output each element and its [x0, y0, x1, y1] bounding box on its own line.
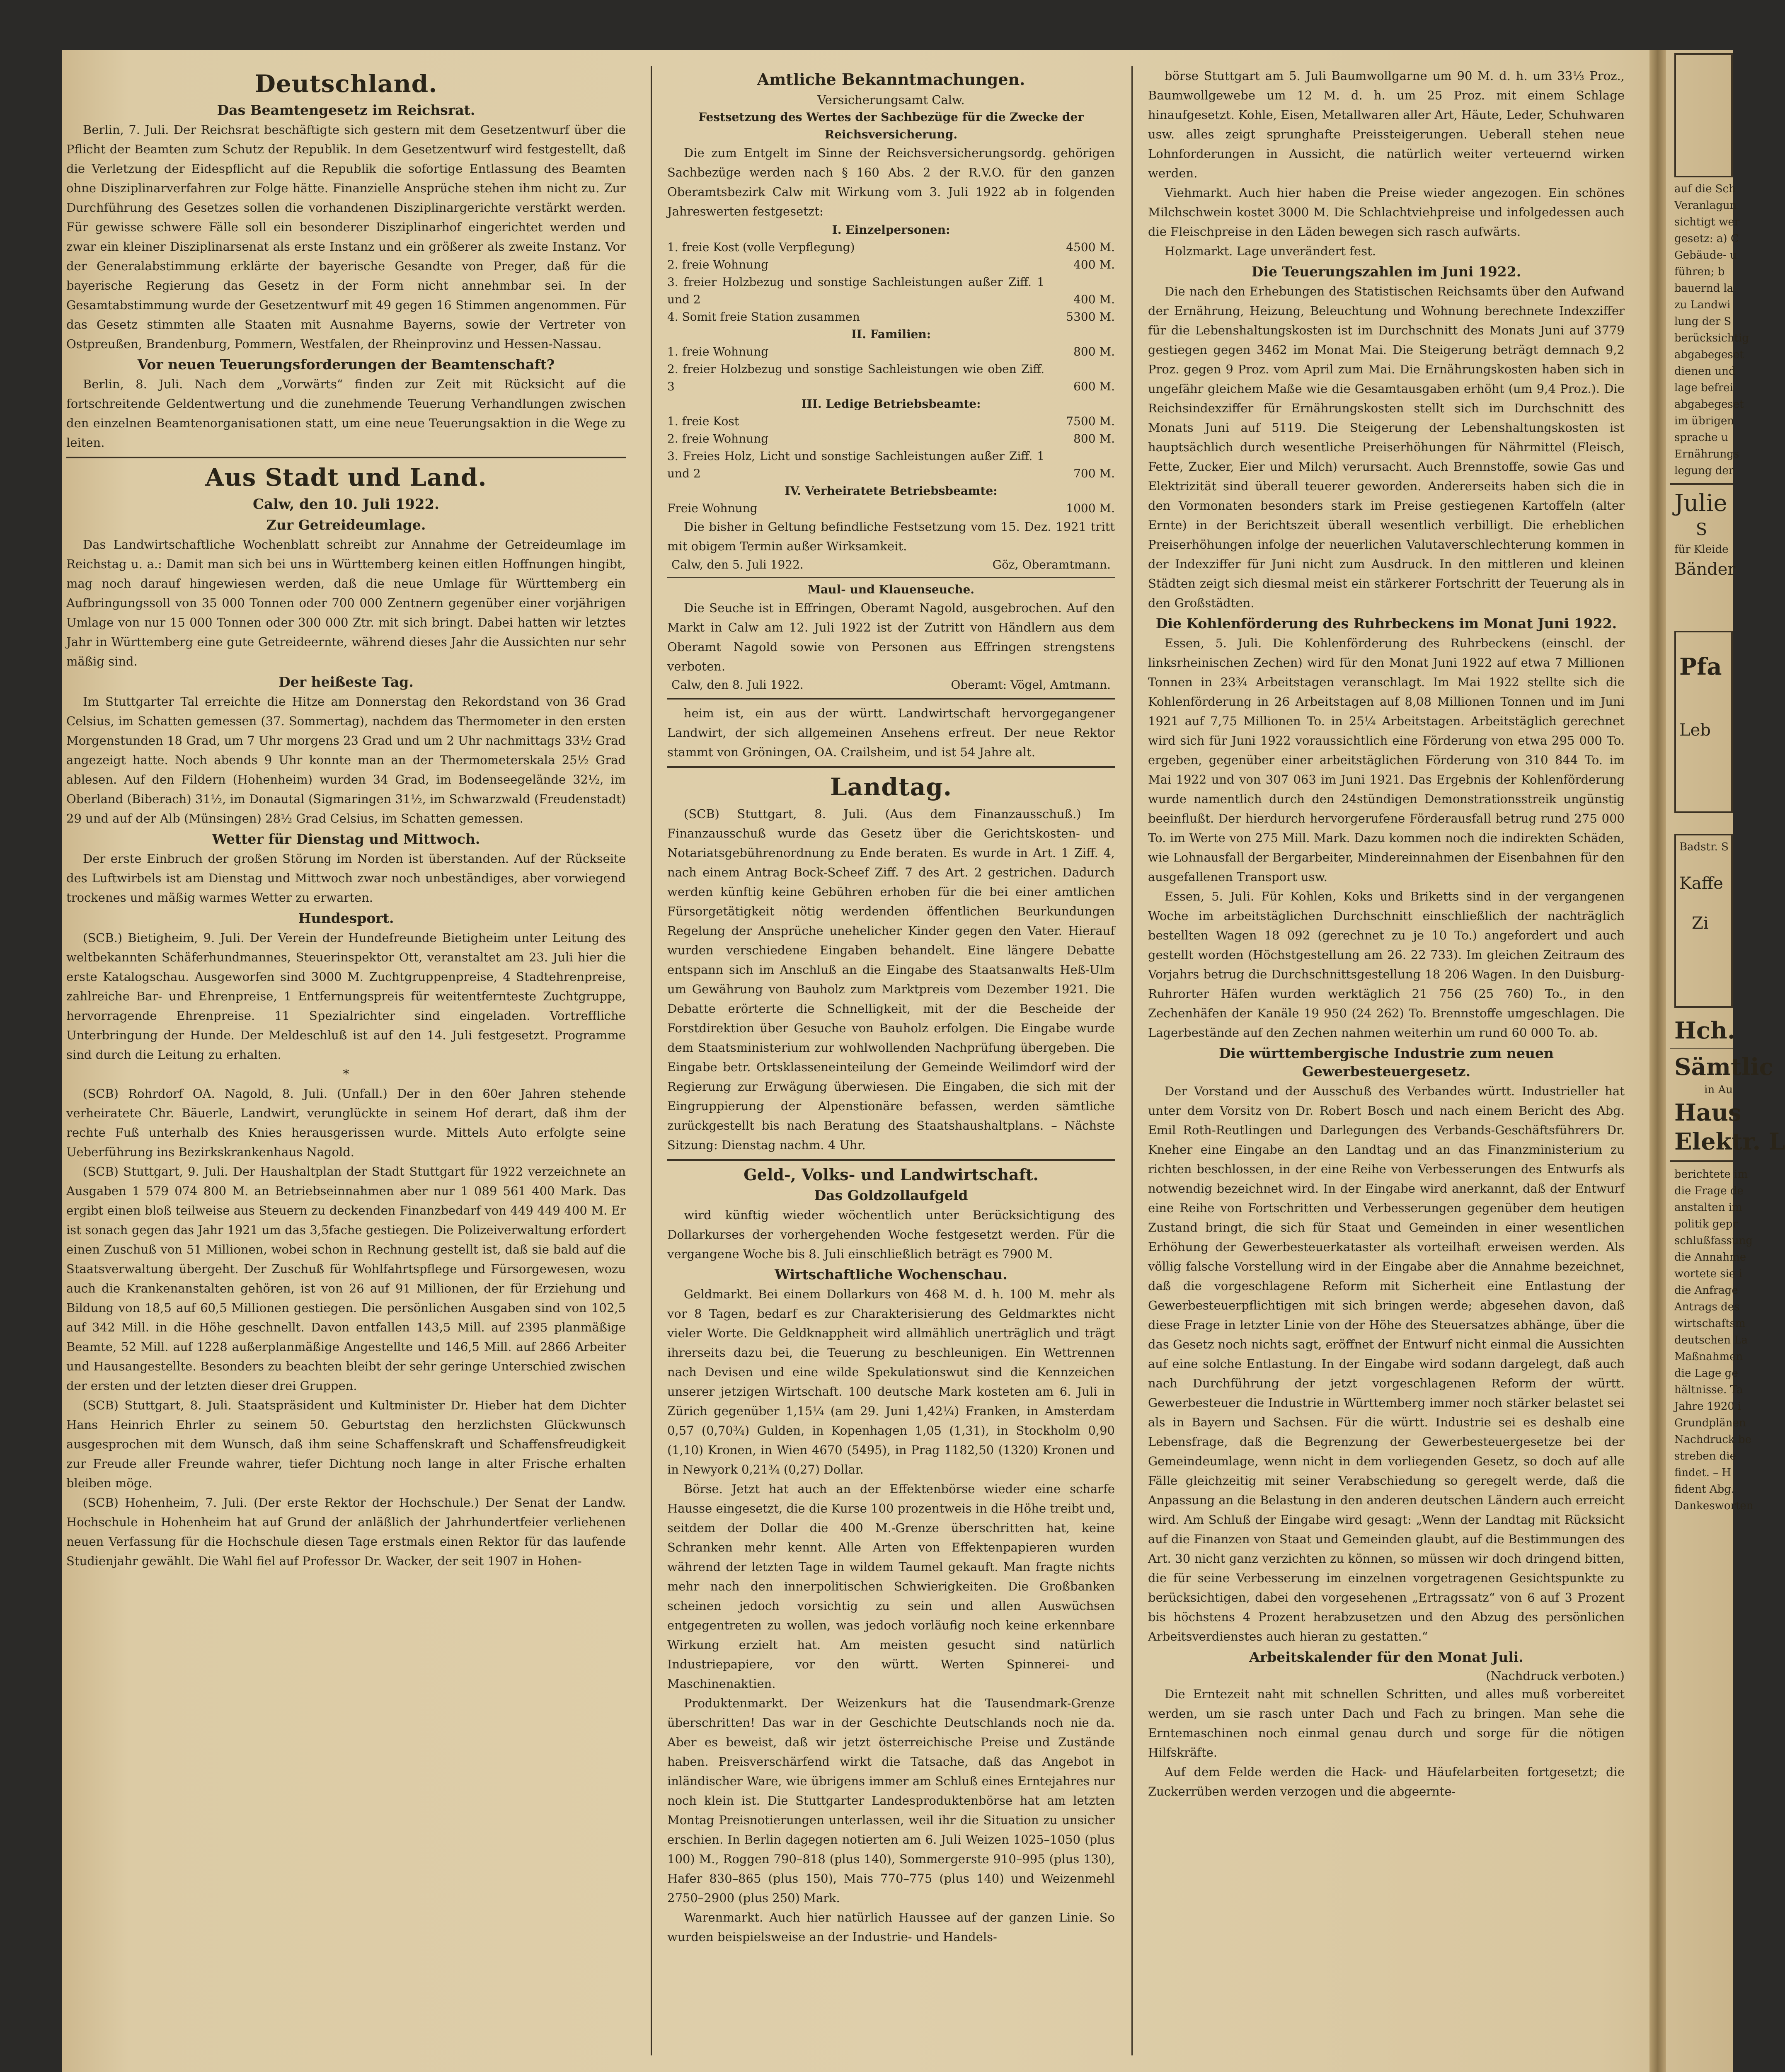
section-divider: [667, 766, 1115, 768]
ad-line: in Au: [1704, 1084, 1733, 1096]
dateline: Calw, den 10. Juli 1922.: [252, 496, 440, 513]
table-row: 3. freier Holzbezug und sonstige Sachleistungen außer Ziff. 1 und 2 400 M.: [667, 275, 1115, 306]
text-fragment: anstalten im: [1674, 1201, 1742, 1214]
text-fragment: die Frage de: [1674, 1185, 1744, 1197]
headline-wetter: Wetter für Dienstag und Mittwoch.: [212, 831, 480, 847]
text-fragment: die Annahme: [1674, 1251, 1746, 1264]
text-fragment: sichtigt wer: [1674, 216, 1740, 228]
text-fragment: führen; b: [1674, 266, 1725, 278]
table-row: 2. freie Wohnung 400 M.: [667, 258, 1115, 271]
text-fragment: gesetz: a) C: [1674, 232, 1739, 245]
ad-text: Badstr. S: [1679, 841, 1729, 853]
headline-getreideumlage: Zur Getreideumlage.: [266, 517, 426, 533]
article-viehmarkt: Viehmarkt. Auch hier haben die Preise wieder angezogen. Ein schönes Milchschwein kostet 3000 M. Die Schlachtviehpreise und infolgedessen auch die Fleischpreise in den Läden bewegen sich rasch aufwärts.: [1148, 186, 1625, 239]
text-fragment: im übrigen: [1674, 415, 1734, 427]
text-fragment: Antrags des: [1674, 1301, 1740, 1313]
fee-section-heading: II. Familien:: [851, 327, 931, 341]
headline-goldzollaufgeld: Das Goldzollaufgeld: [814, 1187, 968, 1203]
article-holzmarkt: Holzmarkt. Lage unverändert fest.: [1165, 244, 1376, 258]
text-fragment: auf die Sch: [1674, 183, 1736, 195]
headline-teuerungsforderungen: Vor neuen Teuerungsforderungen der Beamtenschaft?: [137, 356, 555, 373]
ad-frame-pfa: [1674, 631, 1733, 813]
section-divider: [66, 457, 626, 458]
text-fragment: Jahre 1920 i: [1674, 1400, 1741, 1413]
table-row: 1. freie Kost 7500 M.: [667, 414, 1115, 428]
ad-line: für Kleide: [1674, 543, 1729, 556]
text-fragment: Veranlagun: [1674, 199, 1737, 212]
text-fragment: schlußfassung: [1674, 1234, 1753, 1247]
ad-text: Leb: [1679, 721, 1711, 740]
section-title-deutschland: Deutschland.: [254, 70, 438, 98]
text-fragment: sprache u: [1674, 431, 1728, 444]
table-row: 1. freie Kost (volle Verpflegung) 4500 M.: [667, 240, 1115, 254]
ad-text: Pfa: [1679, 653, 1722, 680]
article-hieber: (SCB) Stuttgart, 8. Juli. Staatspräsident und Kultminister Dr. Hieber hat dem Dichter Hans Heinrich Ehrler zu seinem 50. Geburtstag den herzlichsten Glückwunsch ausgesprochen mit dem Wunsch, daß ihm seine Schaffenskraft und Schaffensfreudigkeit zur Freude aller Freunde wahrer, tiefer Dichtung noch lange in alter Frische erhalten bleiben möge.: [66, 1398, 626, 1490]
text-fragment: die Lage ge: [1674, 1367, 1738, 1380]
text-fragment: Nachdruck be: [1674, 1433, 1751, 1446]
article-arbeitskalender: Die Erntezeit naht mit schnellen Schritten, und alles muß vorbereitet werden, um sie rasch unter Dach und Fach zu bringen. Man sehe die Erntemaschinen noch einmal genau durch und sorge für die nötigen Hilfskräfte.: [1148, 1687, 1625, 1760]
notice-signature: Calw, den 8. Juli 1922. Oberamt: Vögel, Amtmann.: [671, 678, 1111, 692]
headline-arbeitskalender: Arbeitskalender für den Monat Juli.: [1249, 1649, 1523, 1665]
fee-table-einzelpersonen: [667, 239, 1115, 326]
article-geldmarkt: Geldmarkt. Bei einem Dollarkurs von 468 M. d. h. 100 M. mehr als vor 8 Tagen, bedarf es zur Charakterisierung des Geldmarktes nicht vieler Worte. Die Geldknappheit wird allmählich unerträglich und trägt ihrerseits dazu bei, die Teuerung zu beschleunigen. Ein Wettrennen nach Devisen und eine wilde Spekulationswut sind die Kennzeichen unserer jetzigen Wirtschaft. 100 deutsche Mark kosteten am 6. Juli in Zürich gegenüber 1,15¼ (am 29. Juni 1,42¼) Franken, in Amsterdam 0,57 (0,70¾) Gulden, in Kopenhagen 1,05 (1,31), in Stockholm 0,90 (1,10) Kronen, in Wien 4670 (5495), in Prag 1182,50 (1320) Kronen und in Newyork 0,21¾ (0,27) Dollar.: [667, 1287, 1115, 1477]
text-fragment: dienen und: [1674, 365, 1736, 378]
table-row: 3. Freies Holz, Licht und sonstige Sachleistungen außer Ziff. 1 und 2 700 M.: [667, 449, 1115, 480]
headline-beamtengesetz: Das Beamtengesetz im Reichsrat.: [217, 102, 475, 118]
article-warenmarkt: Warenmarkt. Auch hier natürlich Haussee auf der ganzen Linie. So wurden beispielsweise an der Industrie- und Handels-: [667, 1910, 1115, 1944]
ad-frame-kaffee: [1674, 834, 1733, 1008]
authority-name: Versicherungsamt Calw.: [817, 93, 965, 107]
article-continuation: heim ist, ein aus der württ. Landwirtschaft hervorgegangener Landwirt, der sich allgemeinen Ansehens erfreut. Der neue Rektor stammt von Gröningen, OA. Crailsheim, und ist 54 Jahre alt.: [667, 706, 1115, 759]
text-fragment-block: [1670, 1166, 1754, 1514]
article-kohlenfoerderung: Essen, 5. Juli. Die Kohlenförderung des Ruhrbeckens (einschl. der linksrheinischen Zechen) wird für den Monat Juni 1922 auf etwa 7 Millionen Tonnen in 23¾ Arbeitstagen veranschlagt. Im Mai 1922 stellte sich die Kohlenförderung in 26 Arbeitstagen auf 8,08 Millionen Tonnen und im Juni 1921 auf 7,75 Millionen To. in 25¼ Arbeitstagen. Arbeitstäglich gerechnet wird sich für Juni 1922 voraussichtlich eine Förderung von etwa 295 000 To. ergeben, gegenüber einer arbeitstäglichen Förderung von 310 844 To. im Mai 1922 und von 307 063 im Juni 1921. Das Ergebnis der Kohlenförderung wurde namentlich durch den 24stündigen Demonstrationsstreik ungünstig beeinflußt. Der hierdurch hervorgerufene Förderausfall betrug rund 275 000 To. im Werte von 275 Mill. Mark. Dazu kommen noch die indirekten Schäden, wie Lohnausfall der Bergarbeiter, Mindereinnahmen der Eisenbahnen für den ausgefallenen Transport usw.: [1148, 636, 1625, 884]
headline-kohlenfoerderung: Die Kohlenförderung des Ruhrbeckens im Monat Juni 1922.: [1155, 615, 1617, 632]
ad-letter: S: [1695, 520, 1707, 539]
text-fragment: legung der: [1674, 465, 1734, 477]
notice-divider: [667, 577, 1115, 578]
fee-table-verheiratete: [667, 500, 1115, 517]
fee-table-ledige: [667, 413, 1115, 482]
text-fragment: berichtete im: [1674, 1168, 1748, 1181]
text-fragment: hältnisse. Ta: [1674, 1384, 1743, 1396]
notice-seuche: Die Seuche ist in Effringen, Oberamt Nagold, ausgebrochen. Auf den Markt in Calw am 12. Juli 1922 ist der Zutritt von Händlern aus dem Oberamt Nagold sowie von Personen aus Effringen strengstens verboten.: [667, 601, 1115, 673]
text-fragment: abgabegeset: [1674, 349, 1744, 361]
article-continuation: börse Stuttgart am 5. Juli Baumwollgarne um 90 M. d. h. um 33⅓ Proz., Baumwollgewebe um 12 M. d. h. um 25 Proz. mit einem Schlage hinaufgesetzt. Kohle, Eisen, Metallwaren aller Art, Häute, Leder, Schuhwaren usw. alles zeigt sprunghafte Preissteigerungen. Ueberall stehen neue Lohnforderungen in Aussicht, die natürlich weiter verteuernd wirken werden.: [1148, 69, 1625, 180]
headline-wochenschau: Wirtschaftliche Wochenschau.: [775, 1266, 1008, 1283]
article-arbeitskalender-feld: Auf dem Felde werden die Hack- und Häufelarbeiten fortgesetzt; die Zuckerrüben werden verzogen und die abgeernte-: [1148, 1765, 1625, 1798]
text-fragment: Ernährungs: [1674, 448, 1739, 460]
article-industrie-gewerbesteuer: Der Vorstand und der Ausschuß des Verbandes württ. Industrieller hat unter dem Vorsitz von Dr. Robert Bosch und nach einem Bericht des Abg. Emil Roth-Reutlingen und Darlegungen des Verbands-Geschäftsführers Dr. Kneher eine Eingabe an den Landtag und an das Finanzministerium zu richten beschlossen, in der eine Reihe von Verbesserungen des Entwurfs als notwendig bezeichnet wird. In der Eingabe wird anerkannt, daß der Entwurf eine Reihe von Fortschritten und Verbesserungen gegenüber dem heutigen Zustand bringt, die sich für Staat und Gemeinden in einer wesentlichen Erhöhung der Gewerbesteuerkataster als vorteilhaft erweisen werden. Als völlig falsche Vorstellung wird in der Eingabe aber die Annahme bezeichnet, daß die vorgeschlagene Reform mit Sicherheit eine Entlastung der Gewerbesteuerpflichtigen mit sich bringen werde; abgesehen davon, daß diese Frage in letzter Linie von der Höhe des Steuersatzes abhänge, über die das Gesetz noch nichts sagt, eröffnet der Entwurf nicht einmal die Aussichten auf eine solche Entlastung. In der Eingabe wird sodann dargelegt, daß auch nach Durchführung der jetzt vorgeschlagenen Reform der württ. Gewerbesteuer die Industrie in Württemberg immer noch stärker belastet sei als in Bayern und Sachsen. Für die württ. Industrie sei es deshalb eine Lebensfrage, daß die Begrenzung der Gewerbesteuergesetze bei der Gemeindeumlage, wenn nicht in dem vorliegenden Gesetz, so doch auf alle Fälle gleichzeitig mit seiner Verabschiedung so geregelt werde, daß die Anpassung an die Belastung in den anderen deutschen Ländern auch erreicht wird. Am Schluß der Eingabe wird gesagt: „Wenn der Landtag mit Rücksicht auf die Finanzen von Staat und Gemeinden glaubt, auf die Bestimmungen des Art. 30 nicht ganz verzichten zu können, so müssen wir doch dringend bitten, die für seine Verbesserung im einzelnen vorgetragenen Gesichtspunkte zu berücksichtigen, dabei den vorgesehenen „Ertragssatz“ von 6 auf 3 Prozent bis höchstens 4 Prozent herabzusetzen und den Abzug des persönlichen Arbeitsverdienstes auch hieran zu gestatten.“: [1148, 1084, 1625, 1644]
table-row: 2. freier Holzbezug und sonstige Sachleistungen wie oben Ziff. 3 600 M.: [667, 362, 1115, 393]
page-fold: [1649, 50, 1666, 2072]
fee-section-heading: III. Ledige Betriebsbeamte:: [801, 397, 981, 411]
notice-intro: Die zum Entgelt im Sinne der Reichsversicherungsordg. gehörigen Sachbezüge werden nach § 160 Abs. 2 der R.V.O. für den ganzen Oberamtsbezirk Calw mit Wirkung vom 3. Juli 1922 ab in folgenden Jahreswerten festgesetzt:: [667, 146, 1115, 218]
text-fragment: fident Abg.: [1674, 1483, 1735, 1496]
article-landtag: (SCB) Stuttgart, 8. Juli. (Aus dem Finanzausschuß.) Im Finanzausschuß wurde das Gesetz über die Gerichtskosten- und Notariatsgebührenordnung zu Ende beraten. Es wurde in Art. 1 Ziff. 4, nach einem Antrag Bock-Scheef Ziff. 7 des Art. 2 gestrichen. Dadurch werden künftig keine Gebühren erhoben für die bei einer amtlichen Fürsorgetätigkeit nötig werdenden öffentlichen Beurkundungen Regelung der Ansprüche unehelicher Kinder gegen den Vater. Hierauf wurden verschiedene Eingaben behandelt. Eine längere Debatte entspann sich im Anschluß an die Eingabe des Staatsanwalts Heß-Ulm um Gewährung von Bauholz zum Marktpreis vom Dezember 1921. Die Debatte erörterte die Schnelligkeit, mit der die Bescheide der Forstdirektion über Gesuche von Bauholz erfolgen. Die Eingabe wurde dem Staatsministerium zur wohlwollenden Nachprüfung übergeben. Die Eingabe betr. Ortsklasseneinteilung der Gemeinde Weilimdorf wird der Regierung zur Erwägung überwiesen. Die Eingaben, die sich mit der Eingruppierung der Alpenstionäre befassen, werden sämtliche zurückgestellt bis nach Beratung des Staatshaushaltplans. – Nächste Sitzung: Dienstag nachm. 4 Uhr.: [667, 807, 1115, 1152]
notice-closing: Die bisher in Geltung befindliche Festsetzung vom 15. Dez. 1921 tritt mit obigem Termin außer Wirksamkeit.: [667, 520, 1115, 553]
ad-text: Kaffe: [1679, 874, 1723, 893]
text-fragment: Gebäude- u: [1674, 249, 1737, 261]
section-divider: [667, 1159, 1115, 1161]
article-boerse: Börse. Jetzt hat auch an der Effektenbörse wieder eine scharfe Hausse eingesetzt, die die Kurse 100 prozentweis in die Höhe treibt und, seitdem der Dollar die 400 M.-Grenze überschritten hat, keine Schranken mehr kennt. Alle Arten von Effektenpapieren wurden während der letzten Tage in wildem Taumel gekauft. Man fragte nichts mehr nach den innerpolitischen Schwierigkeiten. Die Großbanken scheinen jedoch vorsichtig zu sein und allen Auswüchsen entgegentreten zu wollen, was jedoch vorläufig noch keine erkennbare Wirkung erzielt hat. Am meisten gesucht sind natürlich Industriepapiere, vor den württ. Werten Spinnerei- und Maschinenaktien.: [667, 1482, 1115, 1691]
article-teuerungsforderungen: Berlin, 8. Juli. Nach dem „Vorwärts“ finden zur Zeit mit Rücksicht auf die fortschreitende Geldentwertung und die zunehmende Teuerung Verhandlungen zwischen den einzelnen Beamtenorganisationen statt, um eine neue Teuerungsaktion in die Wege zu leiten.: [66, 377, 626, 450]
ad-frame: [1674, 53, 1733, 177]
article-rohrdorf: (SCB) Rohrdorf OA. Nagold, 8. Juli. (Unfall.) Der in den 60er Jahren stehende verheiratete Chr. Bäuerle, Landwirt, verunglückte in seinem Hof derart, daß ihm der rechte Fuß unterhalb des Knies herausgerissen wurde. Mittels Auto erfolgte seine Ueberführung ins Bezirkskrankenhaus Nagold.: [66, 1087, 626, 1159]
headline-heissester-tag: Der heißeste Tag.: [279, 674, 414, 690]
column-rule: [651, 66, 652, 2055]
article-haushaltplan: (SCB) Stuttgart, 9. Juli. Der Haushaltplan der Stadt Stuttgart für 1922 verzeichnete an Ausgaben 1 579 074 800 M. an Betriebseinnahmen aber nur 1 089 561 400 Mark. Das ergibt einen bloß teilweise aus Steuern zu deckenden Finanzbedarf von 449 449 400 M. Er ist sonach gegen das Jahr 1921 um das 3,5fache gestiegen. Die Polizeiverwaltung erfordert einen Zuschuß von 51 Millionen, wobei schon in Rechnung gestellt ist, daß sie bald auf die Staatsverwaltung übergeht. Der Zuschuß für Wohlfahrtspflege und Fürsorgewesen, wozu auch die Krankenanstalten gehören, ist von 26 auf 91 Millionen, der für Erziehung und Bildung von 18,5 auf 60,5 Millionen gestiegen. Die persönlichen Ausgaben sind von 102,5 auf 342 Mill. in die Höhe geschnellt. Davon entfallen 143,5 Mill. auf 2395 planmäßige Beamte, 52 Mill. auf 1228 außerplanmäßige Angestellte und 146,5 Mill. auf 2866 Arbeiter und Hausangestellte. Besonders zu beachten bleibt der sehr geringe Unterschied zwischen der ersten und der letzten dieser drei Gruppen.: [66, 1164, 626, 1393]
text-fragment: lage befrei: [1674, 382, 1733, 394]
section-title-stadt-und-land: Aus Stadt und Land.: [205, 463, 487, 491]
headline-hundesport: Hundesport.: [298, 910, 394, 926]
separator-star: *: [343, 1067, 349, 1082]
article-getreideumlage: Das Landwirtschaftliche Wochenblatt schreibt zur Annahme der Getreideumlage im Reichstag u. a.: Damit man sich bei uns in Württemberg keinen eitlen Hoffnungen hingibt, mag noch darauf hingewiesen werden, daß die neue Umlage für Württemberg ein Aufbringungssoll von 35 000 Tonnen oder 700 000 Zentnern gegenüber einer vorjährigen Umlage von nur 15 000 Tonnen oder 300 000 Ztr. mit sich bringt. Dabei hatten wir letztes Jahr in Württemberg eine gute Getreideernte, während dieses Jahr die Aussichten nur sehr mäßig sind.: [66, 537, 626, 668]
ad-divider: [1670, 1048, 1733, 1049]
fee-section-heading: I. Einzelpersonen:: [832, 223, 950, 237]
article-heissester-tag: Im Stuttgarter Tal erreichte die Hitze am Donnerstag den Rekordstand von 36 Grad Celsius, im Schatten gemessen (37. Sommertag), nachdem das Thermometer in den ersten Morgenstunden 18 Grad, um 7 Uhr morgens 23 Grad und um 2 Uhr nachmittags 33½ Grad angezeigt hatte. Noch abends 9 Uhr konnte man an der Thermometerskala 25½ Grad ablesen. Auf den Fildern (Hohenheim) wurden 34 Grad, im Bodenseegelände 32½, im Oberland (Biberach) 31½, im Donautal (Sigmaringen 31½, im Schwarzwald (Freudenstadt) 29 und auf der Alb (Münsingen) 28½ Grad Celsius, im Schatten gemessen.: [66, 695, 626, 825]
ad-text-hch: Hch.: [1674, 1017, 1736, 1044]
ad-divider: [1670, 1160, 1733, 1162]
text-fragment: findet. – H: [1674, 1467, 1732, 1479]
headline-amtliche-bekanntmachungen: Amtliche Bekanntmachungen.: [757, 70, 1025, 89]
fee-section-heading: IV. Verheiratete Betriebsbeamte:: [785, 484, 998, 498]
ad-line: Bänder: [1674, 560, 1736, 579]
text-fragment: deutschen La: [1674, 1334, 1748, 1346]
article-hundesport: (SCB.) Bietigheim, 9. Juli. Der Verein der Hundefreunde Bietigheim unter Leitung des weltbekannten Schäferhundmannes, Steuerinspektor Ott, veranstaltet am 23. Juli hier die erste Katalogschau. Ausgeworfen sind 3000 M. Zuchtgruppenpreise, 4 Stadtehrenpreise, zahlreiche Bar- und Ehrenpreise, 1 Entfernungspreis für weitentfernteste Zuchtgruppe, hervorragende Ehrenpreise. 11 Spezialrichter sind eingeladen. Vortreffliche Unterbringung der Hunde. Der Meldeschluß ist auf den 14. Juli festgesetzt. Programme sind durch die Leitung zu erhalten.: [66, 931, 626, 1062]
notice-signature: Calw, den 5. Juli 1922. Göz, Oberamtmann.: [671, 558, 1111, 571]
article-wetter: Der erste Einbruch der großen Störung im Norden ist überstanden. Auf der Rückseite des Luftwirbels ist am Dienstag und Mittwoch zwar noch unbeständiges, aber vorwiegend trockenes und mäßig warmes Wetter zu erwarten.: [66, 852, 626, 905]
ad-text-haus: Haus: [1674, 1099, 1741, 1126]
article-goldzollaufgeld: wird künftig wieder wöchentlich unter Berücksichtigung des Dollarkurses der vorhergehenden Woche festgesetzt werden. Für die vergangene Woche bis 8. Juli einschließlich beträgt es 7900 M.: [667, 1208, 1115, 1261]
text-fragment: berücksichtig: [1674, 332, 1749, 344]
column-middle: [659, 66, 1123, 2072]
adjacent-page-strip: [1670, 50, 1785, 2072]
text-fragment: zu Landwi: [1674, 299, 1731, 311]
table-row: 4. Somit freie Station zusammen 5300 M.: [667, 310, 1115, 324]
notice-heading-seuche: Maul- und Klauenseuche.: [807, 583, 975, 596]
headline-teuerungszahlen: Die Teuerungszahlen im Juni 1922.: [1251, 264, 1521, 280]
section-divider: [667, 698, 1115, 700]
table-row: 1. freie Wohnung 800 M.: [667, 345, 1115, 358]
text-fragment-block: [1670, 181, 1749, 479]
article-produktenmarkt: Produktenmarkt. Der Weizenkurs hat die Tausendmark-Grenze überschritten! Das war in der Geschichte Deutschlands noch nie da. Aber es beweist, daß wir jetzt österreichische Preise und Zustände haben. Preisverschärfend wirkt die Tatsache, daß das Angebot in inländischer Ware, wie übrigens immer am Schluß eines Erntejahres nur noch klein ist. Die Stuttgarter Landesproduktenbörse hat am letzten Montag Preisnotierungen unterlassen, weil ihr die Situation zu unsicher erschien. In Berlin dagegen notierten am 6. Juli Weizen 1025–1050 (plus 100) M., Roggen 790–818 (plus 140), Sommergerste 910–995 (plus 130), Hafer 830–865 (plus 150), Mais 770–775 (plus 140) und Weizenmehl 2750–2900 (plus 250) Mark.: [667, 1696, 1115, 1905]
fee-table-familien: [667, 343, 1115, 395]
column-right: [1140, 66, 1633, 2072]
column-rule: [1131, 66, 1133, 2055]
ad-name-julie: Julie: [1674, 490, 1727, 517]
section-title-geld-volks-landwirtschaft: Geld-, Volks- und Landwirtschaft.: [744, 1165, 1039, 1184]
headline-industrie-gewerbesteuer: Die württembergische Industrie zum neuen Gewerbesteuergesetz.: [1219, 1045, 1554, 1080]
text-fragment: streben die: [1674, 1450, 1736, 1462]
text-fragment: politik gepr: [1674, 1218, 1738, 1230]
text-fragment: wortete sie i: [1674, 1268, 1742, 1280]
text-fragment: Maßnahmen: [1674, 1351, 1743, 1363]
text-fragment: die Anfrage: [1674, 1284, 1738, 1297]
ad-text-saemtliche: Sämtlic: [1674, 1053, 1773, 1081]
text-fragment: abgabegeset: [1674, 398, 1744, 411]
article-wagengestellung: Essen, 5. Juli. Für Kohlen, Koks und Briketts sind in der vergangenen Woche im arbeitstäglichen Durchschnitt einschließlich der nachträglich bestellten Wagen 18 092 (gerechnet zu je 10 To.) angefordert und auch gestellt worden (Höchstgestellung am 26. 22 733). Im gleichen Zeitraum des Vorjahrs betrug die Durchschnittsgestellung 18 206 Wagen. In den Duisburg-Ruhrorter Häfen wurden werktäglich 21 756 (25 760) To., in den Zechenhäfen der Kanäle 19 950 (24 262) To. Brennstoffe umgeschlagen. Die Lagerbestände auf den Zechen nahmen weiterhin um rund 60 000 To. ab.: [1148, 889, 1625, 1040]
notice-heading: Festsetzung des Wertes der Sachbezüge für die Zwecke der Reichsversicherung.: [698, 110, 1084, 141]
article-teuerungszahlen: Die nach den Erhebungen des Statistischen Reichsamts über den Aufwand der Ernährung, Heizung, Beleuchtung und Wohnung berechnete Indexziffer für die Lebenshaltungskosten ist im Durchschnitt des Monats Juni auf 3779 gestiegen gegen 3462 im Monat Mai. Die Steigerung beträgt demnach 9,2 Proz. gegen 9 Proz. vom April zum Mai. Die Ernährungskosten haben sich in ungefähr gleichem Maße wie die Gesamtausgaben erhöht (um 9,4 Proz.). Die Reichsindexziffer für Ernährungskosten stellt sich im Durchschnitt des Monats Juni auf 5119. Die Steigerung der Lebenshaltungskosten ist hauptsächlich durch wesentliche Preiserhöhungen für Nährmittel (Fleisch, Fette, Zucker, Eier und Milch) verursacht. Auch Brennstoffe, sowie Gas und Elektrizität sind überall teuerer geworden. Andererseits haben sich die in den Vormonaten besonders stark im Preise gestiegenen Kartoffeln (alter Ernte) in der Berichtszeit überall wesentlich verbilligt. Die erheblichen Preiserhöhungen infolge der neuerlichen Valutaverschlechterung kommen in der Indexziffer für Juni nicht zum Ausdruck. In den mittleren und kleinen Städten zeigt sich diesmal meist ein stärkerer Fortschritt der Teuerung als in den Großstädten.: [1148, 284, 1625, 610]
text-fragment: Dankesworten: [1674, 1500, 1754, 1512]
ad-text: Zi: [1692, 914, 1709, 933]
text-fragment: bauernd la: [1674, 282, 1734, 295]
ad-divider: [1670, 483, 1733, 485]
text-fragment: wirtschaftsm: [1674, 1317, 1746, 1330]
newspaper-page: [62, 50, 1785, 2072]
article-hohenheim: (SCB) Hohenheim, 7. Juli. (Der erste Rektor der Hochschule.) Der Senat der Landw. Hochschule in Hohenheim hat auf Grund der anläßlich der Jahrhundertfeier verliehenen neuen Verfassung für die Hochschule diesen Tage erstmals einen Rektor für das laufende Studienjahr gewählt. Die Wahl fiel auf Professor Dr. Wacker, der seit 1907 in Hohen-: [66, 1496, 626, 1568]
table-row: Freie Wohnung 1000 M.: [667, 501, 1115, 515]
table-row: 2. freie Wohnung 800 M.: [667, 432, 1115, 445]
text-fragment: lung der S: [1674, 315, 1732, 328]
reprint-note: (Nachdruck verboten.): [1486, 1669, 1625, 1683]
ad-text-elektr: Elektr. L: [1674, 1128, 1785, 1155]
column-left: [62, 66, 638, 2072]
text-fragment: Grundplänen: [1674, 1417, 1746, 1429]
section-title-landtag: Landtag.: [830, 773, 952, 801]
article-beamtengesetz: Berlin, 7. Juli. Der Reichsrat beschäftigte sich gestern mit dem Gesetzentwurf über die Pflicht der Beamten zum Schutz der Republik. In dem Gesetzentwurf wird festgestellt, daß die Verletzung der Eidespflicht auf die Republik die sofortige Entlassung des Beamten ohne Disziplinarverfahren zur Folge hätte. Finanzielle Ansprüche stehen ihm nicht zu. Zur Durchführung des Gesetzes sollen die vorhandenen Disziplinargerichte verstärkt werden. Für gewisse schwere Fälle soll ein besonderer Disziplinarhof eingerichtet werden und zwar ein kleiner Disziplinarsenat als erste Instanz und ein größerer als zweite Instanz. Vor der Generalabstimmung erklärte der bayerische Gesandte von Preger, daß für die bayerische Regierung das Gesetz in der Form nicht annehmbar sei. In der Gesamtabstimmung wurde der Gesetzentwurf mit 49 gegen 16 Stimmen angenommen. Für das Gesetz stimmten alle Staaten mit Ausnahme Bayerns, sowie der Vertreter von Ostpreußen, Brandenburg, Pommern, Westfalen, der Rheinprovinz und Hessen-Nassau.: [66, 123, 626, 351]
